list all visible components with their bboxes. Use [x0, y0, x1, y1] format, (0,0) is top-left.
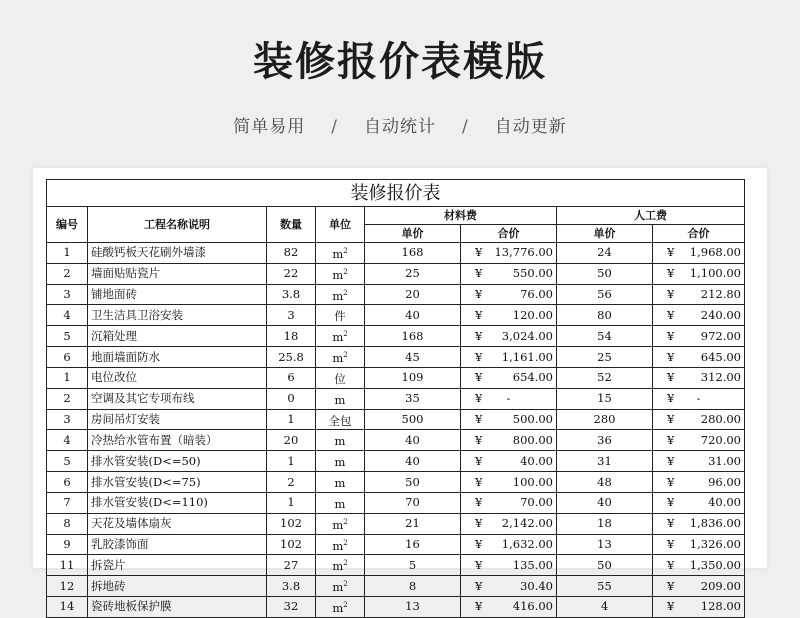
cell-labor-price[interactable]: 52	[557, 367, 653, 388]
unit-text: m	[334, 455, 346, 470]
unit-text: m	[332, 350, 344, 365]
currency-symbol: ¥	[667, 453, 675, 468]
cell-labor-total[interactable]	[653, 409, 745, 430]
cell-labor-total[interactable]	[653, 326, 745, 347]
material-total-value: 76.00	[520, 287, 553, 302]
cell-qty[interactable]: 1	[267, 451, 316, 472]
separator: /	[331, 117, 338, 137]
cell-material-total[interactable]	[461, 534, 557, 555]
labor-total-value: 645.00	[700, 349, 741, 364]
cell-labor-total[interactable]	[653, 367, 745, 388]
cell-no[interactable]: 2	[47, 263, 88, 284]
currency-symbol: ¥	[667, 516, 675, 531]
currency-symbol: ¥	[667, 307, 675, 322]
cell-qty[interactable]: 102	[267, 513, 316, 534]
header-labor-price[interactable]: 单价	[557, 225, 653, 243]
cell-material-price[interactable]: 45	[365, 347, 461, 368]
material-total-value: 800.00	[512, 432, 553, 447]
labor-total-value: 280.00	[700, 412, 741, 427]
cell-labor-total[interactable]	[653, 472, 745, 493]
cell-labor-total[interactable]	[653, 305, 745, 326]
table-row	[47, 388, 745, 409]
cell-labor-total[interactable]	[653, 388, 745, 409]
material-total-value: 416.00	[512, 599, 553, 614]
cell-unit[interactable]	[316, 430, 365, 451]
currency-symbol: ¥	[667, 557, 675, 572]
unit-superscript: 2	[343, 580, 348, 589]
cell-labor-price[interactable]: 280	[557, 409, 653, 430]
cell-qty[interactable]: 18	[267, 326, 316, 347]
cell-labor-total[interactable]	[653, 576, 745, 597]
table-row	[47, 472, 745, 493]
currency-symbol: ¥	[475, 495, 483, 510]
currency-symbol: ¥	[667, 349, 675, 364]
cell-qty[interactable]: 82	[267, 243, 316, 264]
table-row	[47, 409, 745, 430]
cell-labor-price[interactable]: 13	[557, 534, 653, 555]
cell-material-total[interactable]	[461, 472, 557, 493]
cell-material-total[interactable]	[461, 513, 557, 534]
cell-name[interactable]: 硅酸钙板天花刷外墙漆	[88, 243, 267, 264]
cell-material-total[interactable]	[461, 492, 557, 513]
cell-no[interactable]: 1	[47, 367, 88, 388]
table-row	[47, 347, 745, 368]
labor-total-value: 1,350.00	[689, 557, 741, 572]
labor-total-value: 240.00	[700, 307, 741, 322]
currency-symbol: ¥	[667, 412, 675, 427]
spreadsheet-sheet	[33, 168, 767, 615]
table-row	[47, 284, 745, 305]
cell-labor-price[interactable]: 31	[557, 451, 653, 472]
currency-symbol: ¥	[475, 516, 483, 531]
currency-symbol: ¥	[667, 287, 675, 302]
currency-symbol: ¥	[475, 266, 483, 281]
unit-text: m	[334, 434, 346, 449]
header-material-price[interactable]: 单价	[365, 225, 461, 243]
unit-superscript: 2	[343, 601, 348, 610]
currency-symbol: ¥	[667, 245, 675, 260]
unit-text: 位	[334, 371, 346, 386]
unit-text: m	[332, 330, 344, 345]
cell-qty[interactable]: 6	[267, 367, 316, 388]
cell-no[interactable]: 6	[47, 472, 88, 493]
currency-symbol: ¥	[667, 599, 675, 614]
labor-total-value: 31.00	[708, 453, 741, 468]
currency-symbol: ¥	[475, 578, 483, 593]
unit-text: m	[332, 600, 344, 615]
cell-unit[interactable]	[316, 513, 365, 534]
cell-qty[interactable]: 1	[267, 409, 316, 430]
cell-labor-price[interactable]: 18	[557, 513, 653, 534]
table-row	[47, 597, 745, 618]
cell-labor-price[interactable]: 56	[557, 284, 653, 305]
header-name[interactable]: 工程名称说明	[88, 207, 267, 243]
labor-total-value: 720.00	[700, 432, 741, 447]
cell-qty[interactable]: 102	[267, 534, 316, 555]
currency-symbol: ¥	[475, 537, 483, 551]
currency-symbol: ¥	[667, 537, 675, 551]
currency-symbol: ¥	[475, 599, 483, 614]
cell-qty[interactable]: 27	[267, 555, 316, 576]
currency-symbol: ¥	[475, 287, 483, 302]
cell-qty[interactable]: 3.8	[267, 576, 316, 597]
table-row	[47, 534, 745, 555]
cell-material-price[interactable]: 20	[365, 284, 461, 305]
unit-superscript: 2	[343, 288, 348, 297]
currency-symbol: ¥	[667, 328, 675, 343]
cell-name[interactable]: 房间吊灯安装	[88, 409, 267, 430]
cell-unit[interactable]	[316, 263, 365, 284]
cell-labor-total[interactable]	[653, 534, 745, 555]
cell-qty[interactable]: 2	[267, 472, 316, 493]
cell-material-total[interactable]	[461, 451, 557, 472]
cell-material-total[interactable]	[461, 347, 557, 368]
cell-labor-price[interactable]: 55	[557, 576, 653, 597]
unit-text: m	[332, 517, 344, 532]
cell-labor-total[interactable]	[653, 597, 745, 618]
cell-name[interactable]: 排水管安装(D<=50)	[88, 451, 267, 472]
cell-material-price[interactable]: 70	[365, 492, 461, 513]
cell-unit[interactable]	[316, 367, 365, 388]
tag-easy: 简单易用	[233, 117, 306, 137]
currency-symbol: ¥	[475, 474, 483, 489]
cell-unit[interactable]	[316, 409, 365, 430]
table-row	[47, 492, 745, 513]
page-title: 装修报价表模版	[253, 39, 547, 85]
cell-labor-total[interactable]	[653, 451, 745, 472]
cell-material-price[interactable]: 50	[365, 472, 461, 493]
cell-material-total[interactable]	[461, 305, 557, 326]
table-row	[47, 430, 745, 451]
cell-unit[interactable]	[316, 284, 365, 305]
cell-labor-total[interactable]	[653, 492, 745, 513]
currency-symbol: ¥	[475, 245, 483, 260]
labor-total-value: 128.00	[700, 599, 741, 614]
hero-header	[0, 0, 800, 160]
cell-no[interactable]: 12	[47, 576, 88, 597]
unit-superscript: 2	[343, 559, 348, 568]
labor-total-value: 972.00	[700, 328, 741, 343]
material-total-value: 40.00	[520, 453, 553, 468]
cell-unit[interactable]	[316, 243, 365, 264]
material-total-value: 135.00	[512, 557, 553, 572]
header-qty[interactable]: 数量	[267, 207, 316, 243]
unit-text: m	[332, 267, 344, 282]
cell-material-price[interactable]: 168	[365, 326, 461, 347]
labor-total-value: -	[696, 391, 701, 406]
unit-text: m	[332, 288, 344, 303]
material-total-value: 30.40	[520, 578, 553, 593]
cell-material-price[interactable]: 8	[365, 576, 461, 597]
unit-superscript: 2	[343, 267, 348, 276]
cell-labor-price[interactable]: 50	[557, 263, 653, 284]
currency-symbol: ¥	[475, 432, 483, 447]
cell-name[interactable]: 空调及其它专项布线	[88, 388, 267, 409]
labor-total-value: 1,968.00	[689, 245, 741, 260]
material-total-value: 2,142.00	[501, 516, 553, 531]
cell-name[interactable]: 瓷砖地板保护膜	[88, 597, 267, 618]
cell-material-price[interactable]: 168	[365, 243, 461, 264]
cell-labor-price[interactable]: 40	[557, 492, 653, 513]
table-row	[47, 513, 745, 534]
currency-symbol: ¥	[475, 307, 483, 322]
header-material[interactable]: 材料费	[365, 207, 557, 225]
cell-labor-price[interactable]: 25	[557, 347, 653, 368]
cell-name[interactable]: 拆地砖	[88, 576, 267, 597]
cell-unit[interactable]	[316, 492, 365, 513]
table-row	[47, 263, 745, 284]
currency-symbol: ¥	[667, 578, 675, 593]
currency-symbol: ¥	[475, 412, 483, 427]
unit-text: m	[332, 580, 344, 595]
currency-symbol: ¥	[667, 474, 675, 489]
cell-material-total[interactable]	[461, 263, 557, 284]
currency-symbol: ¥	[475, 453, 483, 468]
labor-total-value: 209.00	[700, 578, 741, 593]
cell-unit[interactable]	[316, 347, 365, 368]
cell-name[interactable]: 天花及墙体扇灰	[88, 513, 267, 534]
cell-material-price[interactable]: 40	[365, 430, 461, 451]
cell-labor-price[interactable]: 4	[557, 597, 653, 618]
labor-total-value: 1,836.00	[689, 516, 741, 531]
table-row	[47, 326, 745, 347]
cell-labor-total[interactable]	[653, 243, 745, 264]
cell-material-price[interactable]: 109	[365, 367, 461, 388]
cell-no[interactable]: 11	[47, 555, 88, 576]
cell-material-total[interactable]	[461, 367, 557, 388]
cell-qty[interactable]: 3.8	[267, 284, 316, 305]
cell-labor-total[interactable]	[653, 347, 745, 368]
cell-name[interactable]: 电位改位	[88, 367, 267, 388]
cell-name[interactable]: 铺地面砖	[88, 284, 267, 305]
material-total-value: 654.00	[512, 370, 553, 385]
cell-no[interactable]: 1	[47, 243, 88, 264]
cell-no[interactable]: 7	[47, 492, 88, 513]
cell-no[interactable]: 3	[47, 409, 88, 430]
cell-material-total[interactable]	[461, 284, 557, 305]
cell-labor-price[interactable]: 54	[557, 326, 653, 347]
currency-symbol: ¥	[475, 391, 483, 406]
cell-no[interactable]: 4	[47, 305, 88, 326]
unit-text: m	[334, 475, 346, 490]
material-total-value: 13,776.00	[494, 245, 553, 260]
currency-symbol: ¥	[475, 557, 483, 572]
cell-no[interactable]: 4	[47, 430, 88, 451]
cell-unit[interactable]	[316, 555, 365, 576]
table-row	[47, 367, 745, 388]
table-row	[47, 243, 745, 264]
labor-total-value: 40.00	[708, 495, 741, 510]
table-row	[47, 451, 745, 472]
cell-qty[interactable]: 1	[267, 492, 316, 513]
material-total-value: 3,024.00	[501, 328, 553, 343]
cell-unit[interactable]	[316, 472, 365, 493]
cell-no[interactable]: 2	[47, 388, 88, 409]
cell-unit[interactable]	[316, 326, 365, 347]
cell-material-total[interactable]	[461, 430, 557, 451]
cell-qty[interactable]: 22	[267, 263, 316, 284]
cell-no[interactable]: 5	[47, 326, 88, 347]
cell-material-price[interactable]: 500	[365, 409, 461, 430]
cell-name[interactable]: 墙面贴贴瓷片	[88, 263, 267, 284]
cell-material-price[interactable]: 5	[365, 555, 461, 576]
table-row	[47, 576, 745, 597]
cell-material-total[interactable]	[461, 409, 557, 430]
cell-labor-price[interactable]: 36	[557, 430, 653, 451]
currency-symbol: ¥	[667, 432, 675, 447]
cell-labor-total[interactable]	[653, 284, 745, 305]
tag-auto-update: 自动更新	[494, 117, 567, 137]
cell-name[interactable]: 排水管安装(D<=110)	[88, 492, 267, 513]
cell-name[interactable]: 卫生洁具卫浴安装	[88, 305, 267, 326]
cell-qty[interactable]: 0	[267, 388, 316, 409]
material-total-value: 100.00	[512, 474, 553, 489]
cell-material-total[interactable]	[461, 243, 557, 264]
currency-symbol: ¥	[667, 391, 675, 406]
table-title[interactable]: 装修报价表	[47, 180, 745, 207]
material-total-value: 1,632.00	[501, 537, 553, 551]
cell-qty[interactable]: 20	[267, 430, 316, 451]
unit-superscript: 2	[343, 538, 348, 547]
cell-material-price[interactable]: 16	[365, 534, 461, 555]
cell-name[interactable]: 拆瓷片	[88, 555, 267, 576]
material-total-value: -	[506, 391, 511, 406]
cell-no[interactable]: 8	[47, 513, 88, 534]
table-row	[47, 305, 745, 326]
cell-labor-total[interactable]	[653, 513, 745, 534]
cell-material-price[interactable]: 13	[365, 597, 461, 618]
currency-symbol: ¥	[475, 349, 483, 364]
cell-labor-total[interactable]	[653, 555, 745, 576]
material-total-value: 70.00	[520, 495, 553, 510]
cell-material-price[interactable]: 40	[365, 305, 461, 326]
cell-name[interactable]: 地面墙面防水	[88, 347, 267, 368]
cell-qty[interactable]: 32	[267, 597, 316, 618]
cell-material-price[interactable]: 35	[365, 388, 461, 409]
cell-labor-price[interactable]: 50	[557, 555, 653, 576]
cell-labor-price[interactable]: 15	[557, 388, 653, 409]
cell-material-total[interactable]	[461, 597, 557, 618]
labor-total-value: 96.00	[708, 474, 741, 489]
cell-name[interactable]: 排水管安装(D<=75)	[88, 472, 267, 493]
cell-material-price[interactable]: 21	[365, 513, 461, 534]
unit-text: m	[332, 246, 344, 261]
currency-symbol: ¥	[667, 370, 675, 385]
quote-table	[46, 179, 745, 618]
unit-text: m	[334, 392, 346, 407]
tag-auto-stats: 自动统计	[364, 117, 436, 137]
unit-text: 全包	[328, 413, 352, 428]
cell-qty[interactable]: 25.8	[267, 347, 316, 368]
cell-unit[interactable]	[316, 305, 365, 326]
cell-material-price[interactable]: 40	[365, 451, 461, 472]
cell-no[interactable]: 14	[47, 597, 88, 618]
cell-material-total[interactable]	[461, 576, 557, 597]
labor-total-value: 1,100.00	[689, 266, 741, 281]
cell-unit[interactable]	[316, 388, 365, 409]
unit-superscript: 2	[343, 517, 348, 526]
cell-material-total[interactable]	[461, 388, 557, 409]
separator: /	[462, 117, 469, 137]
header-labor[interactable]: 人工费	[557, 207, 745, 225]
unit-superscript: 2	[343, 351, 348, 360]
cell-no[interactable]: 6	[47, 347, 88, 368]
cell-labor-price[interactable]: 48	[557, 472, 653, 493]
cell-unit[interactable]	[316, 534, 365, 555]
cell-no[interactable]: 3	[47, 284, 88, 305]
cell-material-total[interactable]	[461, 326, 557, 347]
labor-total-value: 212.80	[700, 287, 741, 302]
unit-text: m	[332, 559, 344, 574]
material-total-value: 120.00	[512, 307, 553, 322]
cell-no[interactable]: 5	[47, 451, 88, 472]
currency-symbol: ¥	[475, 370, 483, 385]
header-no[interactable]: 编号	[47, 207, 88, 243]
header-material-total[interactable]: 合价	[461, 225, 557, 243]
feature-tagline	[0, 112, 800, 137]
material-total-value: 500.00	[512, 412, 553, 427]
header-unit[interactable]: 单位	[316, 207, 365, 243]
labor-total-value: 312.00	[700, 370, 741, 385]
labor-total-value: 1,326.00	[689, 537, 741, 551]
unit-superscript: 2	[343, 247, 348, 255]
cell-qty[interactable]: 3	[267, 305, 316, 326]
cell-unit[interactable]	[316, 451, 365, 472]
cell-material-price[interactable]: 25	[365, 263, 461, 284]
cell-name[interactable]: 冷热给水管布置（暗装）	[88, 430, 267, 451]
currency-symbol: ¥	[667, 266, 675, 281]
cell-labor-price[interactable]: 24	[557, 243, 653, 264]
cell-unit[interactable]	[316, 597, 365, 618]
cell-no[interactable]: 9	[47, 534, 88, 555]
unit-text: m	[332, 538, 344, 553]
cell-labor-total[interactable]	[653, 430, 745, 451]
material-total-value: 550.00	[512, 266, 553, 281]
cell-unit[interactable]	[316, 576, 365, 597]
cell-labor-price[interactable]: 80	[557, 305, 653, 326]
cell-material-total[interactable]	[461, 555, 557, 576]
cell-name[interactable]: 沉箱处理	[88, 326, 267, 347]
currency-symbol: ¥	[475, 328, 483, 343]
cell-labor-total[interactable]	[653, 263, 745, 284]
unit-text: 件	[334, 309, 346, 324]
unit-superscript: 2	[343, 330, 348, 339]
cell-name[interactable]: 乳胶漆饰面	[88, 534, 267, 555]
table-row	[47, 555, 745, 576]
unit-text: m	[334, 496, 346, 511]
header-labor-total[interactable]: 合价	[653, 225, 745, 243]
material-total-value: 1,161.00	[501, 349, 553, 364]
currency-symbol: ¥	[667, 495, 675, 510]
